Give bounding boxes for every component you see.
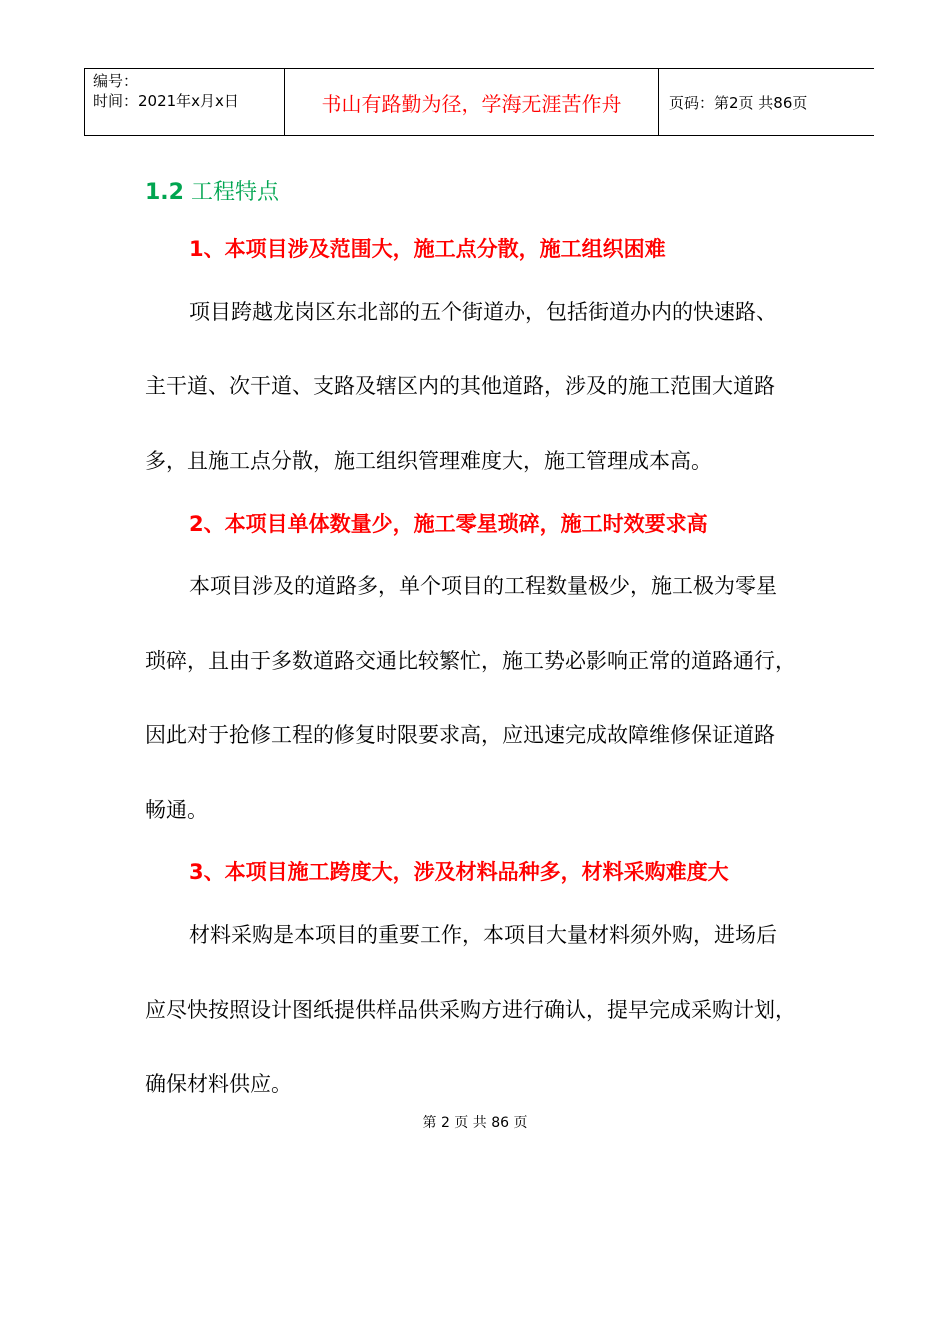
section-title xyxy=(145,178,279,208)
paragraph-line: 项目跨越龙岗区东北部的五个街道办，包括街道办内的快速路、 xyxy=(189,300,777,324)
page-footer: 第 2 页 共 86 页 xyxy=(422,1115,528,1131)
paragraph-line: 因此对于抢修工程的修复时限要求高，应迅速完成故障维修保证道路 xyxy=(145,723,775,747)
page-info: 页码：第2页 共86页 xyxy=(669,93,808,112)
header-meta-cell xyxy=(85,69,285,135)
paragraph-line: 主干道、次干道、支路及辖区内的其他道路，涉及的施工范围大道路 xyxy=(145,374,775,398)
item-heading-1: 1、本项目涉及范围大，施工点分散，施工组织困难 xyxy=(189,237,666,261)
paragraph-line: 确保材料供应。 xyxy=(145,1072,292,1096)
section-number: 1.2 xyxy=(145,180,184,205)
paragraph-line: 材料采购是本项目的重要工作，本项目大量材料须外购，进场后 xyxy=(189,923,777,947)
item-heading-3: 3、本项目施工跨度大，涉及材料品种多，材料采购难度大 xyxy=(189,860,729,884)
paragraph-line: 应尽快按照设计图纸提供样品供采购方进行确认，提早完成采购计划， xyxy=(145,998,796,1022)
header-motto-cell xyxy=(285,69,659,135)
item-heading-2: 2、本项目单体数量少，施工零星琐碎，施工时效要求高 xyxy=(189,512,708,536)
section-title-text: 工程特点 xyxy=(190,180,279,205)
paragraph-line: 琐碎，且由于多数道路交通比较繁忙，施工势必影响正常的道路通行， xyxy=(145,649,796,673)
paragraph-line: 多，且施工点分散，施工组织管理难度大，施工管理成本高。 xyxy=(145,449,712,473)
header-page-cell xyxy=(659,69,875,135)
document-header xyxy=(84,68,874,136)
motto-text: 书山有路勤为径，学海无涯苦作舟 xyxy=(321,91,622,116)
paragraph-line: 畅通。 xyxy=(145,798,208,822)
paragraph-line: 本项目涉及的道路多，单个项目的工程数量极少，施工极为零星 xyxy=(189,574,777,598)
number-label: 编号： xyxy=(93,72,139,90)
time-label: 时间：2021年x月x日 xyxy=(93,92,239,110)
